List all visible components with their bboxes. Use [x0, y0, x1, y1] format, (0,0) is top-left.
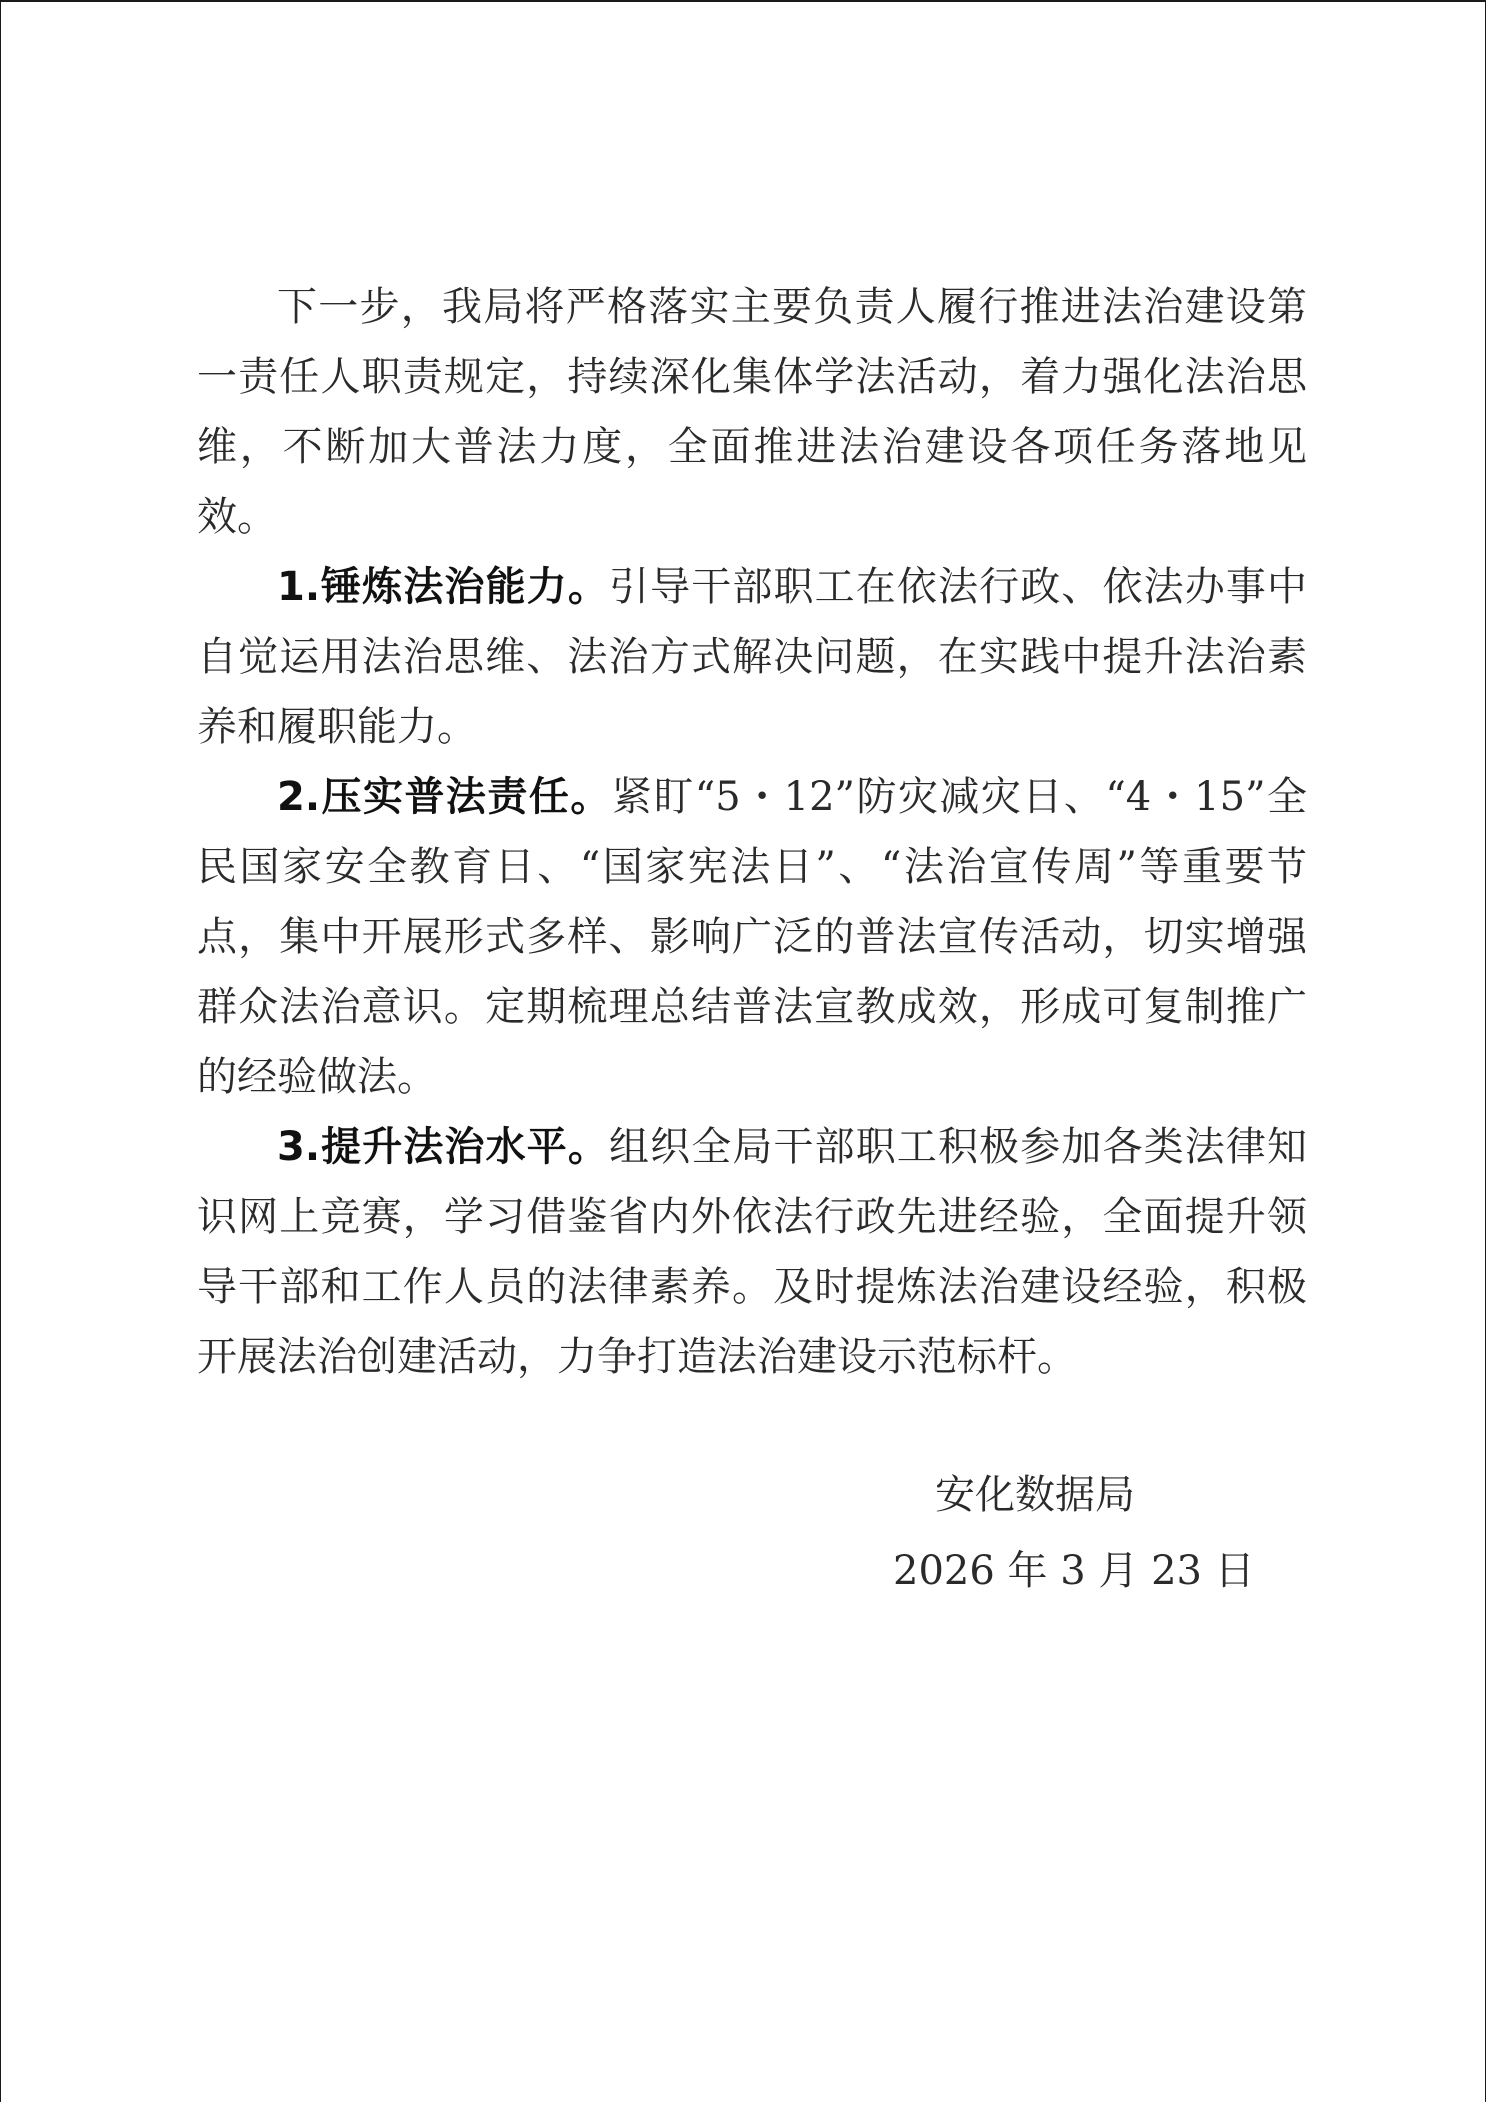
item-body-2: 紧盯“5・12”防灾减灾日、“4・15”全民国家安全教育日、“国家宪法日”、“法治宣传周”等重要节点，集中开展形式多样、影响广泛的普法宣传活动，切实增强群众法治意识。定期梳理总结普法宣教成效，形成可复制推广的经验做法。 [197, 774, 1307, 1100]
intro-paragraph: 下一步，我局将严格落实主要负责人履行推进法治建设第一责任人职责规定，持续深化集体学法活动，着力强化法治思维，不断加大普法力度，全面推进法治建设各项任务落地见效。 [197, 284, 1307, 540]
item-heading-1: 1.锤炼法治能力。 [277, 564, 610, 610]
signature-date: 2026 年 3 月 23 日 [893, 1548, 1255, 1594]
item-body-1: 引导干部职工在依法行政、依法办事中自觉运用法治思维、法治方式解决问题，在实践中提升法治素养和履职能力。 [197, 564, 1308, 750]
item-heading-2: 2.压实普法责任。 [277, 774, 612, 820]
item-body-3: 组织全局干部职工积极参加各类法律知识网上竞赛，学习借鉴省内外依法行政先进经验，全面提升领导干部和工作人员的法律素养。及时提炼法治建设经验，积极开展法治创建活动，力争打造法治建设示范标杆。 [197, 1124, 1308, 1380]
item-paragraph-3 [197, 1112, 1307, 1392]
item-heading-3: 3.提升法治水平。 [277, 1124, 610, 1170]
document-body [197, 272, 1307, 1392]
signature-block [861, 1457, 1281, 1609]
item-paragraph-1 [197, 552, 1307, 762]
item-paragraph-2 [197, 762, 1307, 1112]
signature-organization: 安化数据局 [935, 1472, 1135, 1518]
